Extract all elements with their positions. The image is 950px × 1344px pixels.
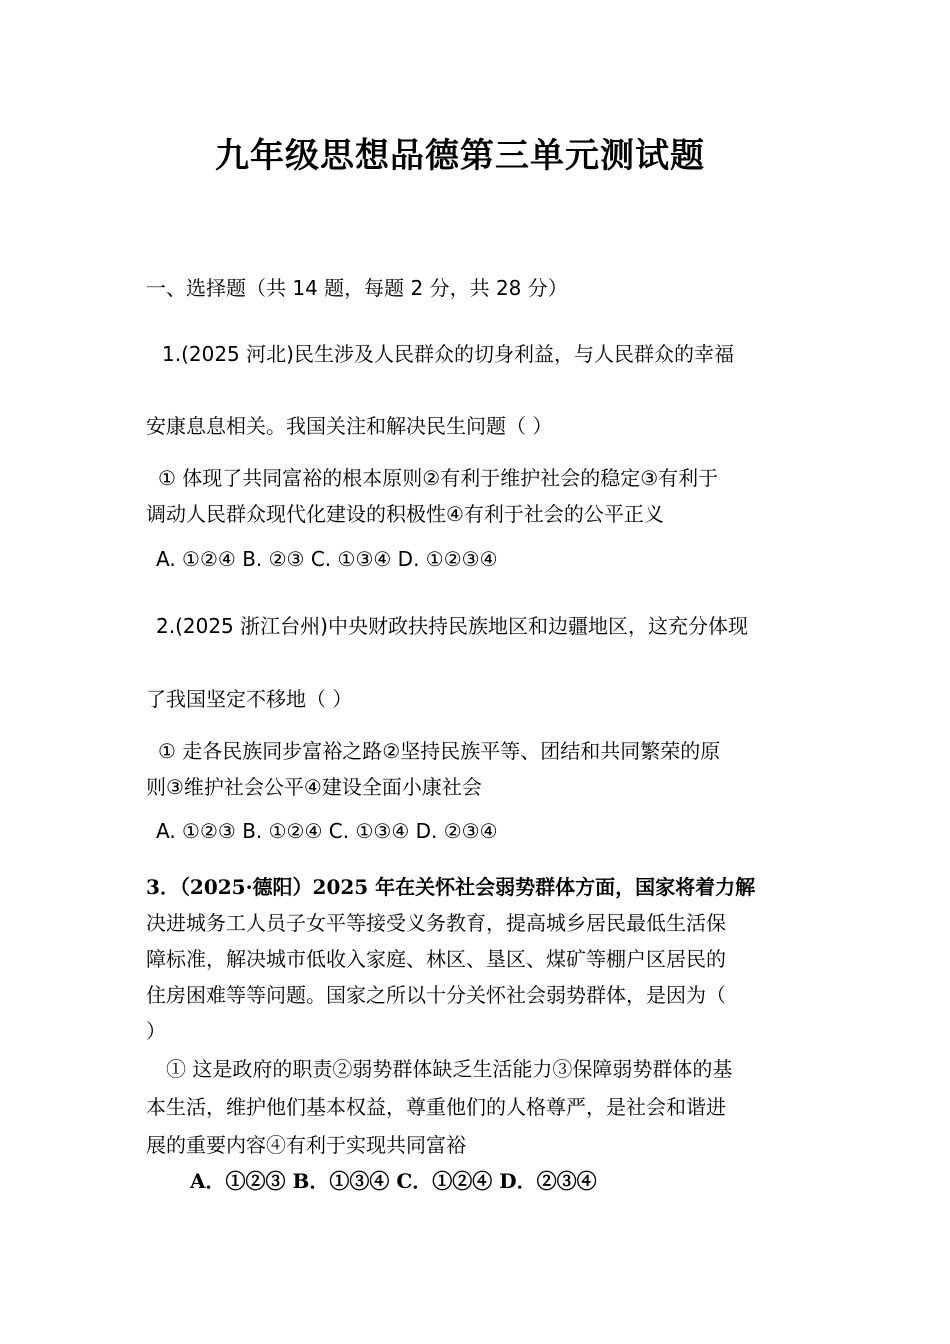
question-3-statement-line-1: ① 这是政府的职责②弱势群体缺乏生活能力③保障弱势群体的基 xyxy=(166,1057,733,1081)
question-1-statement-line-1: ① 体现了共同富裕的根本原则②有利于维护社会的稳定③有利于 xyxy=(158,466,719,490)
question-3-stem-line-3: 障标准，解决城市低收入家庭、林区、垦区、煤矿等棚户区居民的 xyxy=(146,947,726,971)
question-1-stem-line-1: 1.(2025 河北)民生涉及人民群众的切身利益，与人民群众的幸福 xyxy=(162,342,734,366)
question-1-stem-line-2: 安康息息相关。我国关注和解决民生问题（ ） xyxy=(146,414,553,438)
page-title: 九年级思想品德第三单元测试题 xyxy=(215,136,705,176)
question-2-options: A. ①②③ B. ①②④ C. ①③④ D. ②③④ xyxy=(156,819,498,843)
question-3-options: A．①②③ B．①③④ C．①②④ D．②③④ xyxy=(190,1169,597,1193)
question-3-stem-line-1: 3．（2025·德阳）2025 年在关怀社会弱势群体方面，国家将着力解 xyxy=(146,875,756,899)
question-2-stem-line-1: 2.(2025 浙江台州)中央财政扶持民族地区和边疆地区，这充分体现 xyxy=(156,614,748,638)
question-1-statement-line-2: 调动人民群众现代化建设的积极性④有利于社会的公平正义 xyxy=(146,502,664,526)
question-3-stem-line-5: ） xyxy=(146,1019,166,1043)
question-3-stem-line-4: 住房困难等等问题。国家之所以十分关怀社会弱势群体，是因为（ xyxy=(146,983,726,1007)
question-1-options: A. ①②④ B. ②③ C. ①③④ D. ①②③④ xyxy=(156,547,498,571)
question-2-statement-line-2: 则③维护社会公平④建设全面小康社会 xyxy=(146,775,482,799)
question-2-stem-line-2: 了我国坚定不移地（ ） xyxy=(146,687,353,711)
question-3-statement-line-3: 展的重要内容④有利于实现共同富裕 xyxy=(146,1133,466,1157)
question-3-statement-line-2: 本生活，维护他们基本权益，尊重他们的人格尊严，是社会和谐进 xyxy=(146,1095,726,1119)
question-3-stem-line-2: 决进城务工人员子女平等接受义务教育，提高城乡居民最低生活保 xyxy=(146,911,726,935)
section-heading: 一、选择题（共 14 题，每题 2 分，共 28 分） xyxy=(146,276,568,300)
question-2-statement-line-1: ① 走各民族同步富裕之路②坚持民族平等、团结和共同繁荣的原 xyxy=(158,739,721,763)
